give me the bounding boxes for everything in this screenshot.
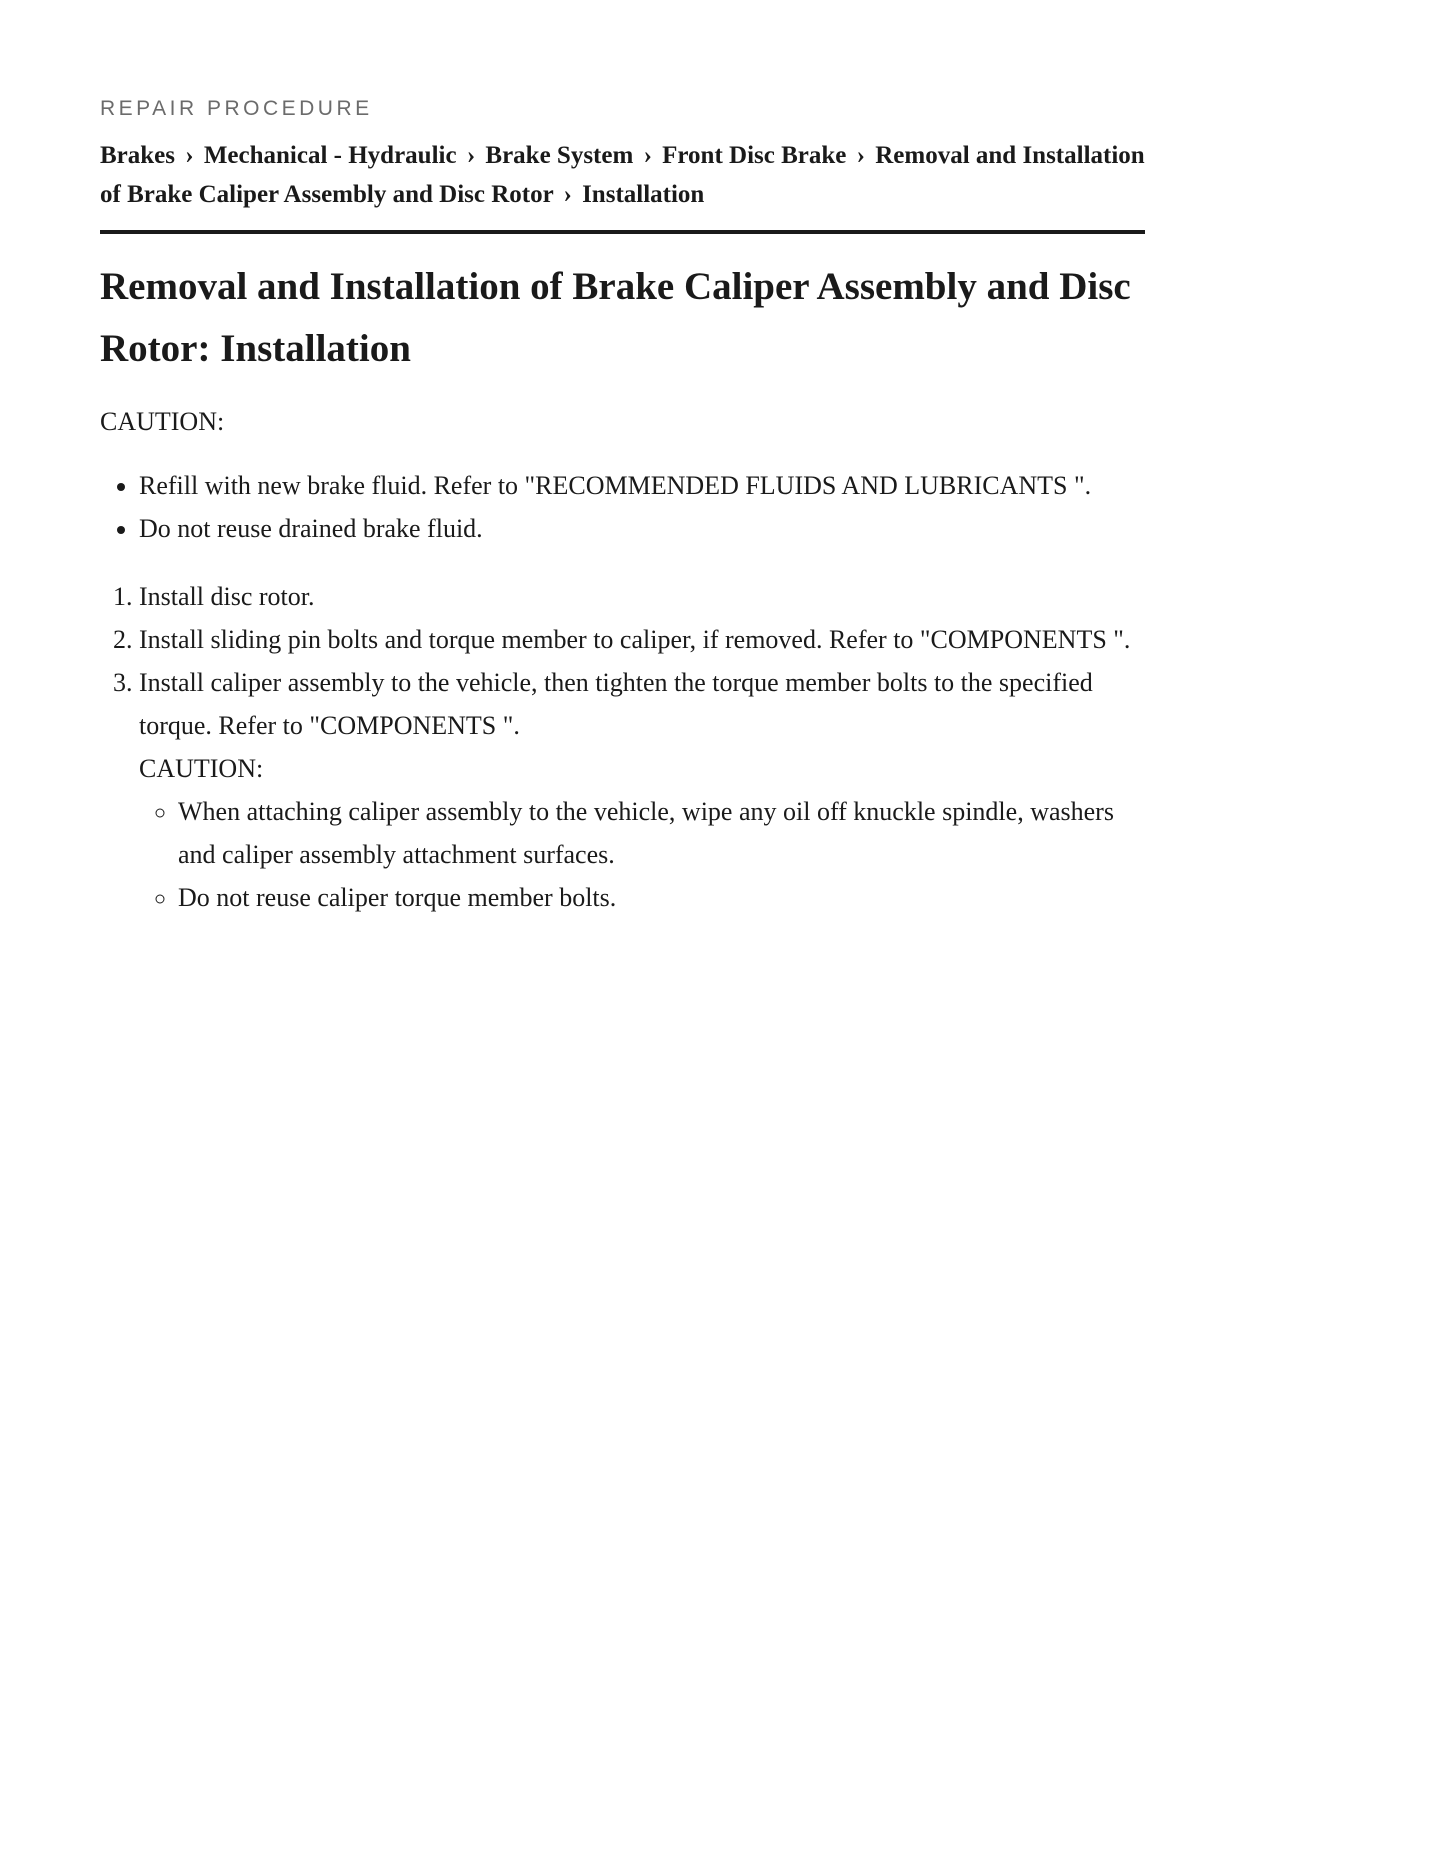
breadcrumb-separator: › xyxy=(643,142,652,169)
step-caution-label: CAUTION: xyxy=(139,754,264,783)
breadcrumb-item-brakes[interactable]: Brakes xyxy=(100,142,175,169)
document-type-label: REPAIR PROCEDURE xyxy=(100,97,373,120)
breadcrumb-item-caliper-rotor[interactable]: Removal and Installation of Brake Caliper Assembly and Disc Rotor xyxy=(100,142,1145,208)
breadcrumb-separator: › xyxy=(466,142,476,169)
breadcrumb-item-front-disc-brake[interactable]: Front Disc Brake xyxy=(662,142,847,169)
breadcrumb-item-installation: Installation xyxy=(582,181,705,208)
step-text: Install caliper assembly to the vehicle, then tighten the torque member bolts to the specified torque. Refer to "COMPONENTS ". xyxy=(139,668,1093,740)
step-caution-list xyxy=(139,790,1145,919)
step-item xyxy=(139,575,1145,618)
breadcrumb-item-mechanical-hydraulic[interactable]: Mechanical - Hydraulic xyxy=(203,142,457,169)
breadcrumb-separator: › xyxy=(185,142,194,169)
breadcrumb-separator: › xyxy=(563,181,572,208)
step-text: Install disc rotor. xyxy=(139,582,315,611)
list-item: ◦ When attaching caliper assembly to the vehicle, wipe any oil off knuckle spindle, washers and caliper assembly attachment surfaces. xyxy=(178,790,1145,876)
caution-label: CAUTION: xyxy=(100,407,225,436)
breadcrumb-separator: › xyxy=(856,142,865,169)
step-item xyxy=(139,618,1145,661)
step-text: Install sliding pin bolts and torque member to caliper, if removed. Refer to "COMPONENTS ". xyxy=(139,625,1131,654)
caution-list xyxy=(100,464,1145,550)
breadcrumb-item-brake-system[interactable]: Brake System xyxy=(485,142,634,169)
list-item: • Do not reuse drained brake fluid. xyxy=(139,507,1145,550)
document-page xyxy=(0,0,1245,919)
breadcrumb xyxy=(100,136,1145,234)
list-item: • Refill with new brake fluid. Refer to "RECOMMENDED FLUIDS AND LUBRICANTS ". xyxy=(139,464,1145,507)
procedure-steps xyxy=(100,575,1145,919)
list-item: ◦ Do not reuse caliper torque member bolts. xyxy=(178,876,1145,919)
page-title: Removal and Installation of Brake Caliper Assembly and Disc Rotor: Installation xyxy=(100,265,1131,370)
step-item xyxy=(139,661,1145,919)
